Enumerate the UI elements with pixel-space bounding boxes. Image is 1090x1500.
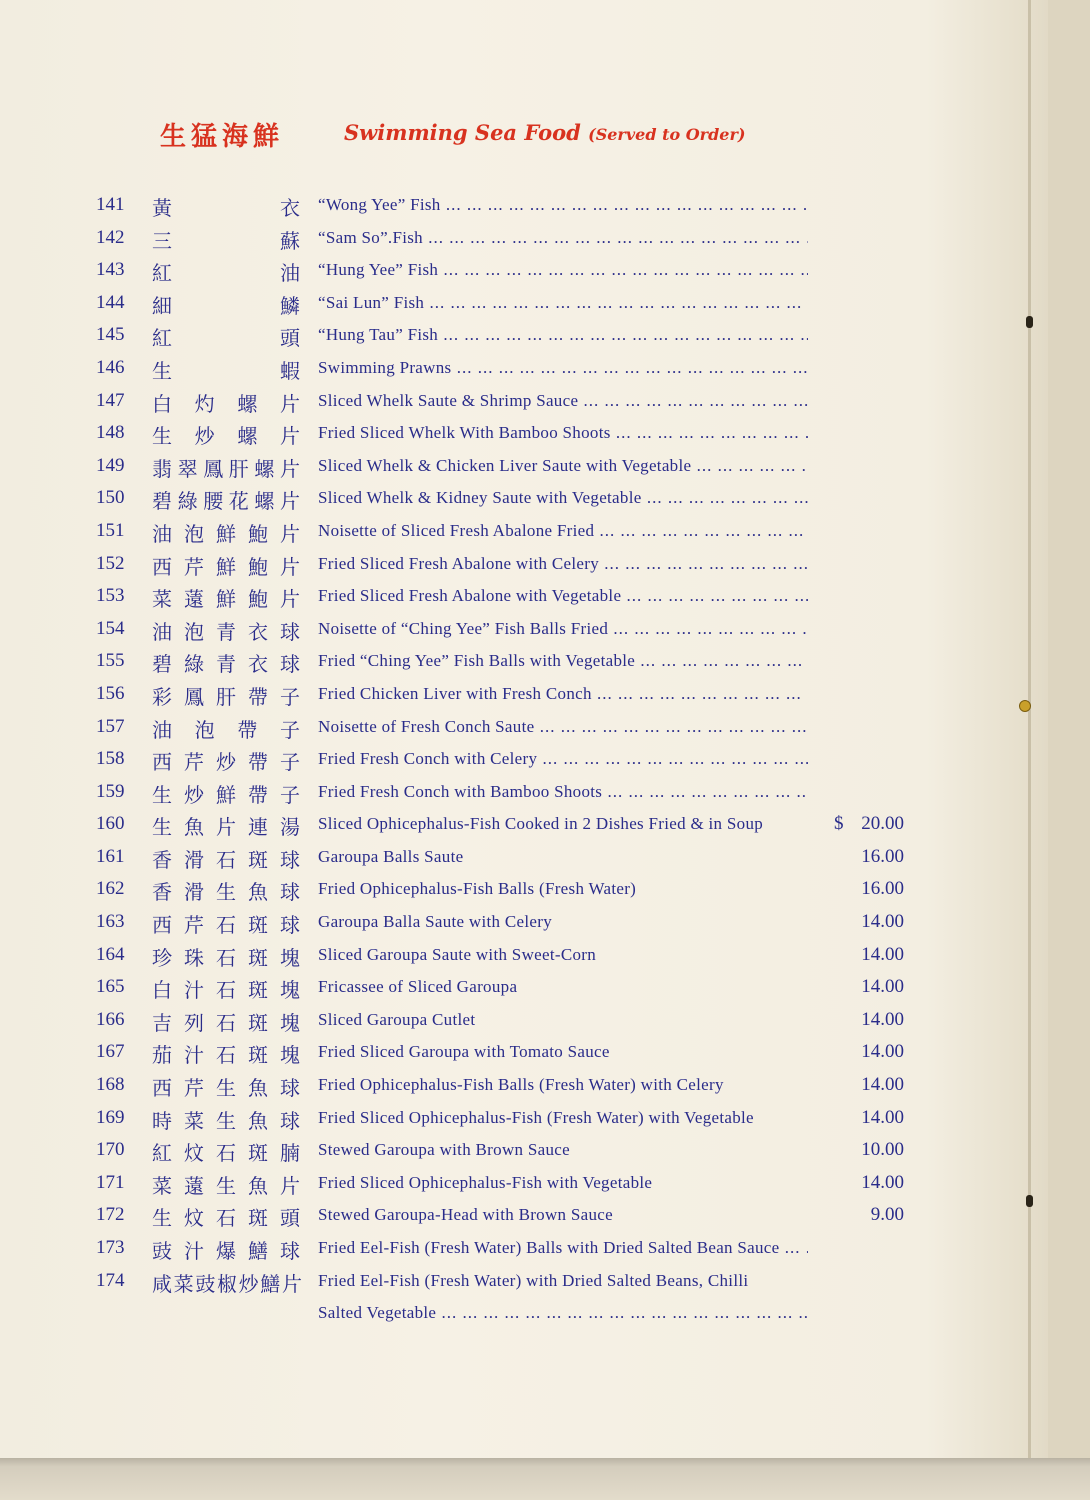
menu-item [0,453,1090,486]
item-number: 164 [96,943,125,965]
item-number: 142 [96,226,125,248]
menu-item [0,844,1090,877]
item-name-chinese: 生 炆 石 斑 頭 [152,1206,300,1231]
menu-item [0,714,1090,747]
menu-item [0,1202,1090,1235]
menu-item [0,681,1090,714]
item-name-english: Fried Chicken Liver with Fresh Conch ... . [318,684,808,704]
item-number: 156 [96,682,125,704]
menu-item [0,811,1090,844]
item-number: 147 [96,389,125,411]
item-number: 170 [96,1139,125,1161]
item-price: 10.00 [861,1139,904,1161]
menu-item [0,1268,1090,1301]
item-name-chinese: 生 炒 鮮 帶 子 [152,782,300,807]
item-number: 173 [96,1237,125,1258]
item-name-chinese: 菜 薳 生 魚 片 [152,1173,300,1198]
item-name-english: Sliced Ophicephalus-Fish Cooked in 2 Dishes Fried & in Soup [318,814,764,834]
item-name-english: Sliced Garoupa Saute with Sweet-Corn [318,944,597,964]
item-number: 145 [96,324,125,346]
item-number: 161 [96,845,125,867]
item-name-english: Fried Sliced Ophicephalus-Fish (Fresh Water) with Vegetable [318,1107,754,1127]
menu-item [0,1039,1090,1072]
item-number: 150 [96,487,125,509]
item-name-english: Fried “Ching Yee” Fish Balls with Vegetable ... . [318,651,808,671]
menu-item [0,1300,1090,1333]
item-price: 9.00 [870,1204,904,1226]
item-number: 172 [96,1204,125,1226]
section-heading [160,116,860,156]
item-name-english: Fricassee of Sliced Garoupa [318,977,518,997]
item-name-english: Fried Ophicephalus-Fish Balls (Fresh Water) with Celery [318,1075,724,1095]
item-number: 151 [96,519,125,541]
menu-item [0,1072,1090,1105]
item-name-chinese: 咸 菜 豉 椒 炒 鱔 片 [152,1271,300,1296]
item-name-chinese: 三 蘇 [152,228,300,253]
item-price: 14.00 [861,911,904,933]
menu-item [0,1137,1090,1170]
item-name-english: “Sai Lun” Fish ... . [318,293,808,313]
item-number: 152 [96,552,125,574]
menu-item [0,322,1090,355]
item-name-chinese: 生 蝦 [152,358,300,383]
item-price: 16.00 [861,878,904,900]
menu-item [0,355,1090,388]
menu-item [0,225,1090,258]
item-name-chinese: 生 炒 螺 片 [152,424,300,449]
menu-item [0,779,1090,812]
item-name-english: Fried Sliced Ophicephalus-Fish with Vegetable [318,1172,653,1192]
menu-item [0,942,1090,975]
menu-item [0,290,1090,323]
item-price: 16.00 [861,845,904,867]
item-name-english: Sliced Whelk & Chicken Liver Saute with Vegetable ... . [318,456,808,476]
item-name-chinese: 生 魚 片 連 湯 [152,815,300,840]
menu-item [0,420,1090,453]
item-name-english: Noisette of Fresh Conch Saute ... . [318,717,808,737]
item-number: 168 [96,1074,125,1096]
menu-item [0,1007,1090,1040]
item-name-english: Sliced Garoupa Cutlet [318,1009,476,1029]
item-number: 165 [96,976,125,998]
item-number: 174 [96,1269,125,1291]
item-name-english: Fried Sliced Fresh Abalone with Vegetable ... . [318,586,808,606]
section-subtitle: (Served to Order) [588,125,746,144]
item-name-chinese: 珍 珠 石 斑 塊 [152,945,300,970]
item-name-chinese: 黃 衣 [152,196,300,220]
item-name-english: “Hung Yee” Fish ... . [318,260,808,280]
menu-item [0,876,1090,909]
item-name-chinese: 西 芹 炒 帶 子 [152,750,300,775]
menu-list [0,192,1090,1333]
item-name-english: Stewed Garoupa with Brown Sauce [318,1140,570,1160]
menu-item [0,1105,1090,1138]
item-name-chinese: 油 泡 鮮 鮑 片 [152,521,300,546]
item-name-english: Sliced Whelk & Kidney Saute with Vegetable ... . [318,488,808,508]
item-name-chinese: 吉 列 石 斑 塊 [152,1010,300,1035]
item-number: 162 [96,878,125,900]
item-name-chinese: 油 泡 帶 子 [152,717,300,742]
section-title-english [344,120,745,145]
item-name-chinese: 紅 頭 [152,326,300,351]
page-bottom-edge [0,1458,1090,1500]
item-name-english: Fried Sliced Whelk With Bamboo Shoots ... . [318,423,808,443]
item-price: 14.00 [861,1074,904,1096]
menu-item [0,1170,1090,1203]
item-name-english: Fried Sliced Fresh Abalone with Celery ... . [318,554,808,574]
item-number: 163 [96,911,125,933]
item-number: 158 [96,748,125,770]
item-name-chinese: 細 鱗 [152,293,300,318]
currency-symbol: $ [834,813,844,835]
item-name-chinese: 香 滑 石 斑 球 [152,847,300,872]
item-name-chinese: 時 菜 生 魚 球 [152,1108,300,1133]
menu-item [0,257,1090,290]
item-name-english: “Sam So”.Fish ... . [318,228,808,248]
item-name-chinese: 西 芹 生 魚 球 [152,1076,300,1101]
menu-item [0,583,1090,616]
item-price: 14.00 [861,1008,904,1030]
item-name-chinese: 豉 汁 爆 鱔 球 [152,1239,300,1263]
menu-item [0,909,1090,942]
item-name-english: “Hung Tau” Fish ... . [318,325,808,345]
item-name-english: “Wong Yee” Fish ... . [318,195,808,215]
item-name-chinese: 白 灼 螺 片 [152,391,300,416]
item-name-chinese: 翡 翠 鳳 肝 螺 片 [152,456,300,481]
item-number: 169 [96,1106,125,1128]
item-name-chinese: 香 滑 生 魚 球 [152,880,300,905]
item-name-english: Fried Sliced Garoupa with Tomato Sauce [318,1042,610,1062]
item-name-english: Noisette of Sliced Fresh Abalone Fried ... . [318,521,808,541]
menu-item [0,485,1090,518]
item-number: 171 [96,1171,125,1193]
item-name-chinese: 彩 鳳 肝 帶 子 [152,684,300,709]
menu-item [0,1235,1090,1268]
item-number: 144 [96,291,125,313]
item-price: 14.00 [861,1171,904,1193]
item-name-english: Fried Fresh Conch with Bamboo Shoots ... . [318,782,808,802]
item-name-english: Fried Fresh Conch with Celery ... . [318,749,808,769]
item-number: 146 [96,356,125,378]
menu-item [0,648,1090,681]
item-number: 160 [96,813,125,835]
menu-item [0,192,1090,225]
item-name-english: Garoupa Balla Saute with Celery [318,912,553,932]
item-name-english: Garoupa Balls Saute [318,846,464,866]
item-name-chinese: 西 芹 鮮 鮑 片 [152,554,300,579]
item-number: 141 [96,194,125,215]
item-price: 20.00 [861,813,904,835]
item-name-chinese: 紅 炆 石 斑 腩 [152,1141,300,1166]
item-name-chinese: 碧 綠 青 衣 球 [152,652,300,677]
item-name-chinese: 紅 油 [152,261,300,286]
item-name-english: Fried Eel-Fish (Fresh Water) with Dried Salted Beans, Chilli [318,1270,749,1290]
menu-item [0,388,1090,421]
menu-item [0,616,1090,649]
item-price: 14.00 [861,943,904,965]
item-price: 14.00 [861,1041,904,1063]
item-name-chinese: 白 汁 石 斑 塊 [152,978,300,1003]
item-number: 167 [96,1041,125,1063]
item-name-english: Salted Vegetable ... . [318,1303,808,1323]
item-number: 148 [96,422,125,444]
item-name-chinese: 菜 薳 鮮 鮑 片 [152,587,300,612]
item-name-chinese: 茄 汁 石 斑 塊 [152,1043,300,1068]
menu-item [0,974,1090,1007]
item-number: 149 [96,454,125,476]
item-name-chinese: 油 泡 青 衣 球 [152,619,300,644]
menu-item [0,551,1090,584]
item-number: 153 [96,585,125,607]
section-title-text: Swimming Sea Food [344,120,581,145]
item-number: 155 [96,650,125,672]
item-number: 159 [96,780,125,802]
item-name-english: Fried Eel-Fish (Fresh Water) Balls with Dried Salted Bean Sauce ... . [318,1238,808,1258]
menu-item [0,746,1090,779]
item-number: 166 [96,1008,125,1030]
menu-item [0,518,1090,551]
item-number: 143 [96,259,125,281]
item-name-chinese: 西 芹 石 斑 球 [152,913,300,938]
item-name-english: Stewed Garoupa-Head with Brown Sauce [318,1205,613,1225]
item-number: 157 [96,715,125,737]
item-price: 14.00 [861,1106,904,1128]
section-title-chinese: 生猛海鮮 [160,122,285,152]
item-price: 14.00 [861,976,904,998]
item-name-english: Sliced Whelk Saute & Shrimp Sauce ... . [318,391,808,411]
item-name-english: Swimming Prawns ... . [318,358,808,378]
item-name-chinese: 碧 綠 腰 花 螺 片 [152,489,300,514]
item-name-english: Noisette of “Ching Yee” Fish Balls Fried ... . [318,619,808,639]
item-number: 154 [96,617,125,639]
item-name-english: Fried Ophicephalus-Fish Balls (Fresh Water) [318,879,637,899]
